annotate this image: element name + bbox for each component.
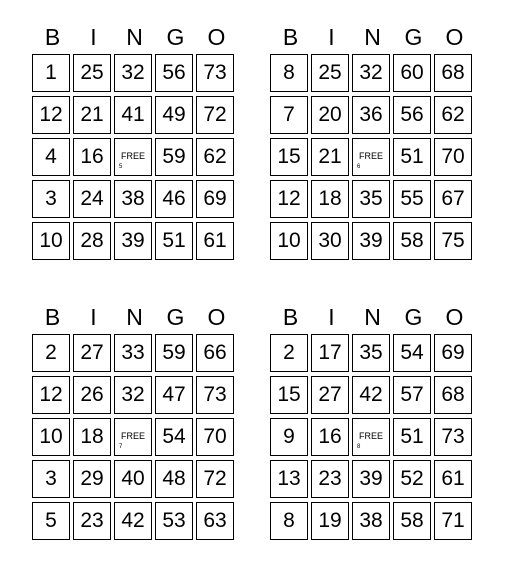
bingo-cell: 48 xyxy=(155,460,193,498)
bingo-cell: 61 xyxy=(196,222,234,260)
bingo-cell: 59 xyxy=(155,138,193,176)
bingo-cell: 3 xyxy=(32,460,70,498)
bingo-cell: 12 xyxy=(32,376,70,414)
header-letter-i: I xyxy=(90,304,97,330)
bingo-header xyxy=(32,300,237,334)
header-letter-i: I xyxy=(328,304,335,330)
bingo-cell: 73 xyxy=(434,418,472,456)
bingo-cell: 10 xyxy=(32,222,70,260)
free-space xyxy=(352,138,390,176)
bingo-cell: 8 xyxy=(270,54,308,92)
bingo-cell: 15 xyxy=(270,138,308,176)
bingo-cell: 23 xyxy=(311,460,349,498)
bingo-cell: 59 xyxy=(155,334,193,372)
bingo-cell: 9 xyxy=(270,418,308,456)
bingo-cell: 27 xyxy=(73,334,111,372)
header-letter-n: N xyxy=(126,304,143,330)
bingo-cell: 49 xyxy=(155,96,193,134)
header-letter-n: N xyxy=(364,24,381,50)
bingo-cell: 42 xyxy=(352,376,390,414)
bingo-cell: 72 xyxy=(196,96,234,134)
bingo-cell: 2 xyxy=(270,334,308,372)
bingo-cell: 56 xyxy=(393,96,431,134)
bingo-cell: 39 xyxy=(114,222,152,260)
bingo-card-4 xyxy=(270,300,475,540)
bingo-cell: 35 xyxy=(352,334,390,372)
bingo-cell: 7 xyxy=(270,96,308,134)
bingo-cell: 62 xyxy=(434,96,472,134)
bingo-cell: 57 xyxy=(393,376,431,414)
card-number: 7 xyxy=(119,444,123,450)
bingo-cell: 66 xyxy=(196,334,234,372)
bingo-grid xyxy=(270,54,475,260)
bingo-cell: 67 xyxy=(434,180,472,218)
header-letter-b: B xyxy=(44,24,61,50)
bingo-grid xyxy=(270,334,475,540)
free-label: FREE xyxy=(120,430,145,441)
bingo-cell: 68 xyxy=(434,376,472,414)
header-letter-i: I xyxy=(328,24,335,50)
bingo-cell: 69 xyxy=(196,180,234,218)
bingo-cell: 4 xyxy=(32,138,70,176)
bingo-cell: 2 xyxy=(32,334,70,372)
bingo-cell: 40 xyxy=(114,460,152,498)
bingo-cell: 71 xyxy=(434,502,472,540)
bingo-cell: 53 xyxy=(155,502,193,540)
bingo-cell: 56 xyxy=(155,54,193,92)
bingo-cell: 25 xyxy=(73,54,111,92)
bingo-cell: 75 xyxy=(434,222,472,260)
bingo-cell: 16 xyxy=(73,138,111,176)
bingo-cell: 73 xyxy=(196,376,234,414)
card-number: 5 xyxy=(119,164,123,170)
bingo-cell: 12 xyxy=(32,96,70,134)
bingo-cell: 61 xyxy=(434,460,472,498)
header-letter-g: G xyxy=(166,304,185,330)
bingo-cell: 63 xyxy=(196,502,234,540)
bingo-cell: 62 xyxy=(196,138,234,176)
bingo-cell: 12 xyxy=(270,180,308,218)
header-letter-b: B xyxy=(44,304,61,330)
bingo-cell: 32 xyxy=(352,54,390,92)
bingo-cell: 58 xyxy=(393,502,431,540)
bingo-cell: 28 xyxy=(73,222,111,260)
bingo-cell: 69 xyxy=(434,334,472,372)
bingo-cell: 68 xyxy=(434,54,472,92)
bingo-cell: 54 xyxy=(393,334,431,372)
bingo-cell: 38 xyxy=(114,180,152,218)
bingo-cell: 16 xyxy=(311,418,349,456)
header-letter-n: N xyxy=(126,24,143,50)
bingo-cell: 36 xyxy=(352,96,390,134)
bingo-cell: 51 xyxy=(393,138,431,176)
bingo-cell: 20 xyxy=(311,96,349,134)
bingo-cell: 39 xyxy=(352,222,390,260)
bingo-cell: 13 xyxy=(270,460,308,498)
bingo-cell: 72 xyxy=(196,460,234,498)
bingo-cell: 19 xyxy=(311,502,349,540)
free-label: FREE xyxy=(120,150,145,161)
bingo-cell: 21 xyxy=(311,138,349,176)
bingo-cell: 3 xyxy=(32,180,70,218)
bingo-cell: 73 xyxy=(196,54,234,92)
bingo-cell: 17 xyxy=(311,334,349,372)
bingo-cell: 21 xyxy=(73,96,111,134)
bingo-cell: 38 xyxy=(352,502,390,540)
bingo-cell: 70 xyxy=(196,418,234,456)
bingo-cell: 32 xyxy=(114,54,152,92)
header-letter-g: G xyxy=(404,304,423,330)
bingo-cell: 51 xyxy=(155,222,193,260)
bingo-cell: 29 xyxy=(73,460,111,498)
bingo-card-2 xyxy=(270,20,475,260)
free-label: FREE xyxy=(358,430,383,441)
card-number: 6 xyxy=(357,164,361,170)
bingo-header xyxy=(270,300,475,334)
free-space xyxy=(114,418,152,456)
header-letter-g: G xyxy=(166,24,185,50)
bingo-card-1 xyxy=(32,20,237,260)
header-letter-n: N xyxy=(364,304,381,330)
card-number: 8 xyxy=(357,444,361,450)
bingo-header xyxy=(32,20,237,54)
bingo-cell: 54 xyxy=(155,418,193,456)
header-letter-b: B xyxy=(282,304,299,330)
bingo-cell: 41 xyxy=(114,96,152,134)
header-letter-i: I xyxy=(90,24,97,50)
bingo-grid xyxy=(32,54,237,260)
bingo-grid xyxy=(32,334,237,540)
header-letter-o: O xyxy=(445,24,464,50)
bingo-cell: 15 xyxy=(270,376,308,414)
bingo-cell: 42 xyxy=(114,502,152,540)
bingo-cell: 8 xyxy=(270,502,308,540)
bingo-cell: 46 xyxy=(155,180,193,218)
bingo-cell: 5 xyxy=(32,502,70,540)
bingo-cell: 51 xyxy=(393,418,431,456)
bingo-cell: 27 xyxy=(311,376,349,414)
bingo-cell: 55 xyxy=(393,180,431,218)
bingo-cell: 30 xyxy=(311,222,349,260)
bingo-cell: 47 xyxy=(155,376,193,414)
bingo-cell: 25 xyxy=(311,54,349,92)
header-letter-b: B xyxy=(282,24,299,50)
bingo-card-3 xyxy=(32,300,237,540)
header-letter-g: G xyxy=(404,24,423,50)
bingo-cell: 70 xyxy=(434,138,472,176)
bingo-cell: 18 xyxy=(311,180,349,218)
bingo-cell: 10 xyxy=(32,418,70,456)
bingo-cell: 26 xyxy=(73,376,111,414)
bingo-cell: 35 xyxy=(352,180,390,218)
bingo-cell: 24 xyxy=(73,180,111,218)
free-label: FREE xyxy=(358,150,383,161)
header-letter-o: O xyxy=(207,304,226,330)
bingo-cell: 58 xyxy=(393,222,431,260)
free-space xyxy=(352,418,390,456)
bingo-cell: 1 xyxy=(32,54,70,92)
bingo-cell: 39 xyxy=(352,460,390,498)
bingo-cell: 60 xyxy=(393,54,431,92)
bingo-cell: 33 xyxy=(114,334,152,372)
bingo-header xyxy=(270,20,475,54)
bingo-cell: 52 xyxy=(393,460,431,498)
free-space xyxy=(114,138,152,176)
bingo-cell: 23 xyxy=(73,502,111,540)
bingo-cell: 32 xyxy=(114,376,152,414)
bingo-cell: 18 xyxy=(73,418,111,456)
header-letter-o: O xyxy=(207,24,226,50)
header-letter-o: O xyxy=(445,304,464,330)
bingo-cell: 10 xyxy=(270,222,308,260)
